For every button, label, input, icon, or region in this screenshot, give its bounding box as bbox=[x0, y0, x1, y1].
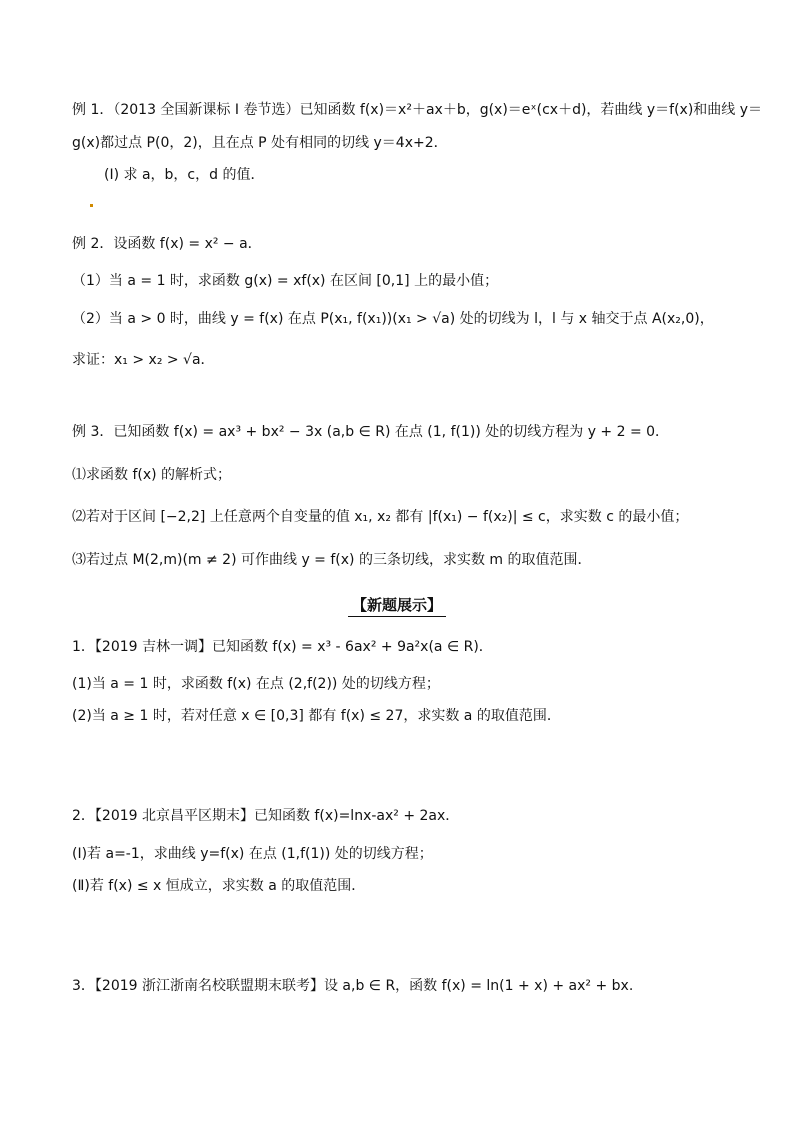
example-1-line-2: g(x)都过点 P(0，2)，且在点 P 处有相同的切线 y＝4x+2． bbox=[72, 135, 448, 151]
example-2-stem: 例 2．设函数 f(x) = x² − a． bbox=[72, 236, 262, 252]
example-3-part-2: ⑵若对于区间 [−2,2] 上任意两个自变量的值 x₁, x₂ 都有 |f(x₁) − f(x₂)| ≤ c，求实数 c 的最小值； bbox=[72, 509, 689, 525]
example-2-part-1: （1）当 a = 1 时，求函数 g(x) = xf(x) 在区间 [0,1] 上的最小值； bbox=[72, 273, 499, 289]
example-1-line-1: 例 1．（2013 全国新课标 I 卷节选）已知函数 f(x)＝x²＋ax＋b，g(x)＝eˣ(cx＋d)，若曲线 y＝f(x)和曲线 y＝ bbox=[72, 102, 763, 118]
example-2-proof: 求证：x₁ > x₂ > √a． bbox=[72, 352, 215, 368]
example-3-part-1: ⑴求函数 f(x) 的解析式； bbox=[72, 467, 232, 483]
question-2-part-2: (Ⅱ)若 f(x) ≤ x 恒成立，求实数 a 的取值范围． bbox=[72, 878, 366, 894]
question-1-part-2: (2)当 a ≥ 1 时，若对任意 x ∈ [0,3] 都有 f(x) ≤ 27，求实数 a 的取值范围． bbox=[72, 708, 561, 724]
section-title-text: 【新题展示】 bbox=[348, 596, 446, 617]
question-1-stem: 1．【2019 吉林一调】已知函数 f(x) = x³ - 6ax² + 9a²x(a ∈ R)． bbox=[72, 639, 493, 655]
stray-mark bbox=[90, 204, 93, 207]
example-1-part-1: (Ⅰ) 求 a，b，c，d 的值． bbox=[104, 167, 265, 183]
question-1-part-1: (1)当 a = 1 时，求函数 f(x) 在点 (2,f(2)) 处的切线方程； bbox=[72, 676, 440, 692]
question-3-stem: 3．【2019 浙江浙南名校联盟期末联考】设 a,b ∈ R，函数 f(x) = ln(1 + x) + ax² + bx. bbox=[72, 978, 634, 994]
example-3-stem: 例 3．已知函数 f(x) = ax³ + bx² − 3x (a,b ∈ R) 在点 (1, f(1)) 处的切线方程为 y + 2 = 0． bbox=[72, 424, 670, 440]
example-2-part-2: （2）当 a > 0 时，曲线 y = f(x) 在点 P(x₁, f(x₁))(x₁ > √a) 处的切线为 l，l 与 x 轴交于点 A(x₂,0)， bbox=[72, 311, 714, 327]
question-2-stem: 2．【2019 北京昌平区期末】已知函数 f(x)=lnx-ax² + 2ax． bbox=[72, 808, 460, 824]
section-title bbox=[0, 594, 794, 615]
example-3-part-3: ⑶若过点 M(2,m)(m ≠ 2) 可作曲线 y = f(x) 的三条切线，求实数 m 的取值范围． bbox=[72, 552, 592, 568]
question-2-part-1: (Ⅰ)若 a=-1，求曲线 y=f(x) 在点 (1,f(1)) 处的切线方程； bbox=[72, 846, 433, 862]
